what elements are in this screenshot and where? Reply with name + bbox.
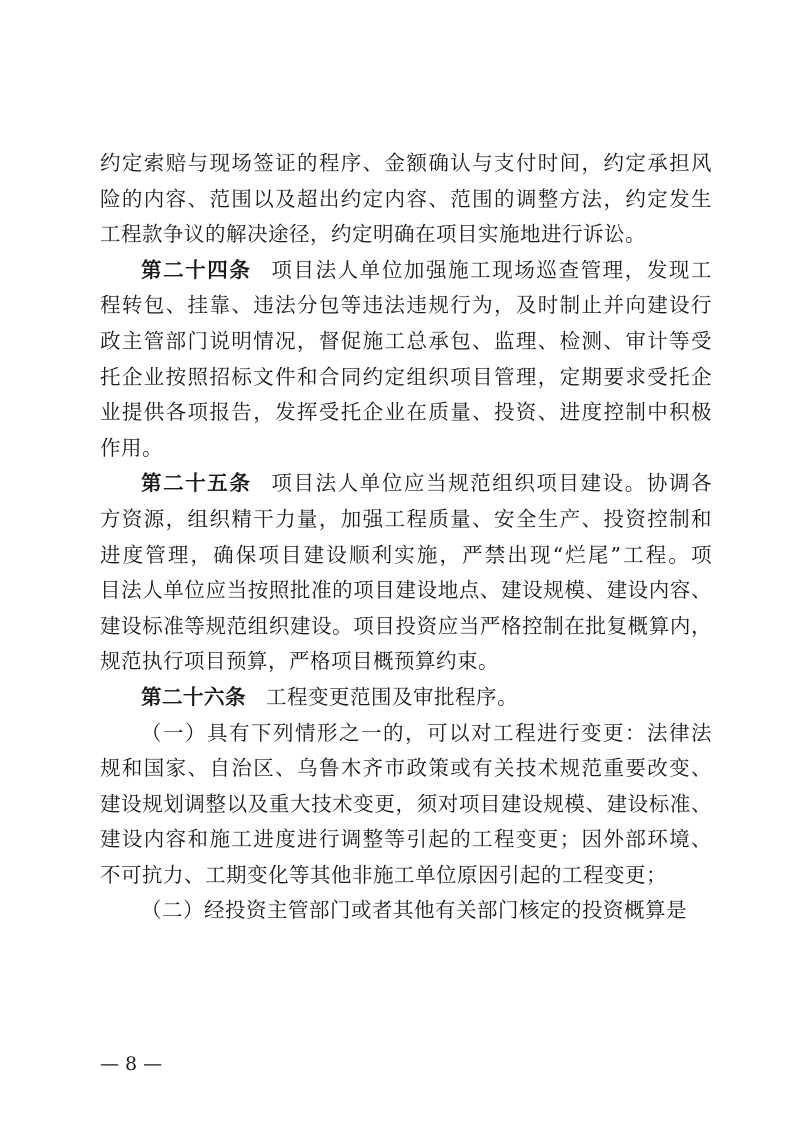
article-heading: 第二十五条 — [141, 471, 252, 496]
text-line: 方资源，组织精干力量，加强工程质量、安全生产、投资控制和 — [100, 506, 712, 531]
clause-item-1 — [100, 716, 712, 894]
text-line: 规和国家、自治区、乌鲁木齐市政策或有关技术规范重要改变、 — [100, 756, 712, 781]
text-line — [100, 466, 712, 502]
text-line: （一）具有下列情形之一的，可以对工程进行变更：法律法 — [141, 720, 712, 745]
article-25 — [100, 466, 712, 680]
text-line: 工程款争议的解决途径，约定明确在项目实施地进行诉讼。 — [100, 222, 646, 247]
text-line: 约定索赔与现场签证的程序、金额确认与支付时间，约定承担风 — [100, 151, 712, 175]
text-line: 作用。 — [100, 435, 163, 460]
text-line: 目法人单位应当按照批准的项目建设地点、建设规模、建设内容、 — [100, 578, 712, 603]
text-line: 建设标准等规范组织建设。项目投资应当严格控制在批复概算内， — [100, 613, 712, 638]
text-line: 建设规划调整以及重大技术变更，须对项目建设规模、建设标准、 — [100, 791, 712, 816]
text-line: 建设内容和施工进度进行调整等引起的工程变更；因外部环境、 — [100, 827, 712, 852]
article-text: 工程变更范围及审批程序。 — [266, 684, 518, 709]
article-26 — [100, 680, 712, 716]
article-heading: 第二十六条 — [141, 684, 246, 709]
text-line: 政主管部门说明情况，督促施工总承包、监理、检测、审计等受 — [100, 328, 712, 353]
paragraph-continuation — [100, 146, 712, 253]
text-line: 不可抗力、工期变化等其他非施工单位原因引起的工程变更； — [100, 862, 667, 887]
text-line: 规范执行项目预算，严格项目概预算约束。 — [100, 649, 499, 674]
article-text: 项目法人单位加强施工现场巡查管理，发现工 — [271, 257, 712, 282]
body-text — [100, 146, 712, 929]
text-line: 业提供各项报告，发挥受托企业在质量、投资、进度控制中积极 — [100, 400, 712, 425]
text-line: 险的内容、范围以及超出约定内容、范围的调整方法，约定发生 — [100, 186, 712, 211]
text-line — [100, 680, 712, 716]
page-number: — 8 — — [100, 1053, 163, 1075]
article-24 — [100, 253, 712, 467]
text-line: 进度管理，确保项目建设顺利实施，严禁出现“烂尾”工程。项 — [100, 542, 712, 567]
article-heading: 第二十四条 — [141, 257, 252, 282]
article-text: 项目法人单位应当规范组织项目建设。协调各 — [271, 471, 712, 496]
clause-item-2 — [100, 893, 712, 929]
text-line: （二）经投资主管部门或者其他有关部门核定的投资概算是 — [141, 898, 687, 923]
text-line: 托企业按照招标文件和合同约定组织项目管理，定期要求受托企 — [100, 364, 712, 389]
text-line — [100, 253, 712, 289]
text-line: 程转包、挂靠、违法分包等违法违规行为，及时制止并向建设行 — [100, 293, 712, 318]
